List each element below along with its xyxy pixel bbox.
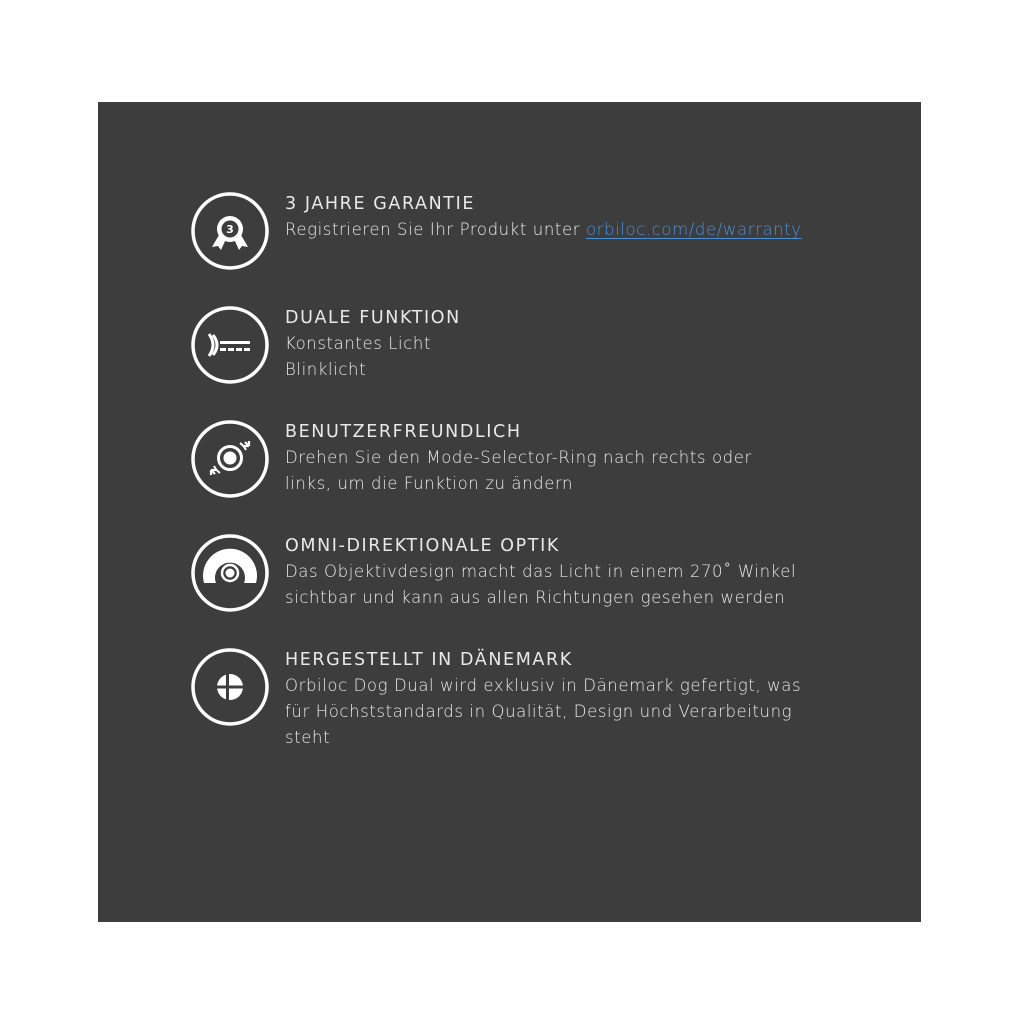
feature-line: Das Objektivdesign macht das Licht in einem 270˚ Winkel [285,562,797,581]
feature-line: links, um die Funktion zu ändern [285,474,574,493]
rotate-ring-icon [190,419,270,499]
warranty-link[interactable]: orbiloc.com/de/warranty [585,220,802,239]
feature-description [285,217,875,243]
award-medal-3-icon [190,191,270,271]
feature-panel [98,102,921,922]
feature-title: DUALE FUNKTION [285,308,461,328]
description-text: Registrieren Sie Ihr Produkt unter [285,220,586,239]
feature-line: steht [285,728,331,747]
feature-line: sichtbar und kann aus allen Richtungen gesehen werden [285,588,786,607]
light-modes-icon [190,305,270,385]
feature-line: Drehen Sie den Mode-Selector-Ring nach rechts oder [285,448,752,467]
feature-line: Konstantes Licht [285,334,432,353]
feature-line: Orbiloc Dog Dual wird exklusiv in Dänemark gefertigt, was [285,676,802,695]
feature-title: BENUTZERFREUNDLICH [285,422,522,442]
feature-title: 3 JAHRE GARANTIE [285,194,476,214]
feature-title: HERGESTELLT IN DÄNEMARK [285,650,573,670]
feature-title: OMNI-DIREKTIONALE OPTIK [285,536,560,556]
svg-text:3: 3 [226,223,234,236]
danish-cross-icon [190,647,270,727]
feature-line: Blinklicht [285,360,367,379]
feature-line: für Höchststandards in Qualität, Design und Verarbeitung [285,702,793,721]
omni-lens-icon [190,533,270,613]
